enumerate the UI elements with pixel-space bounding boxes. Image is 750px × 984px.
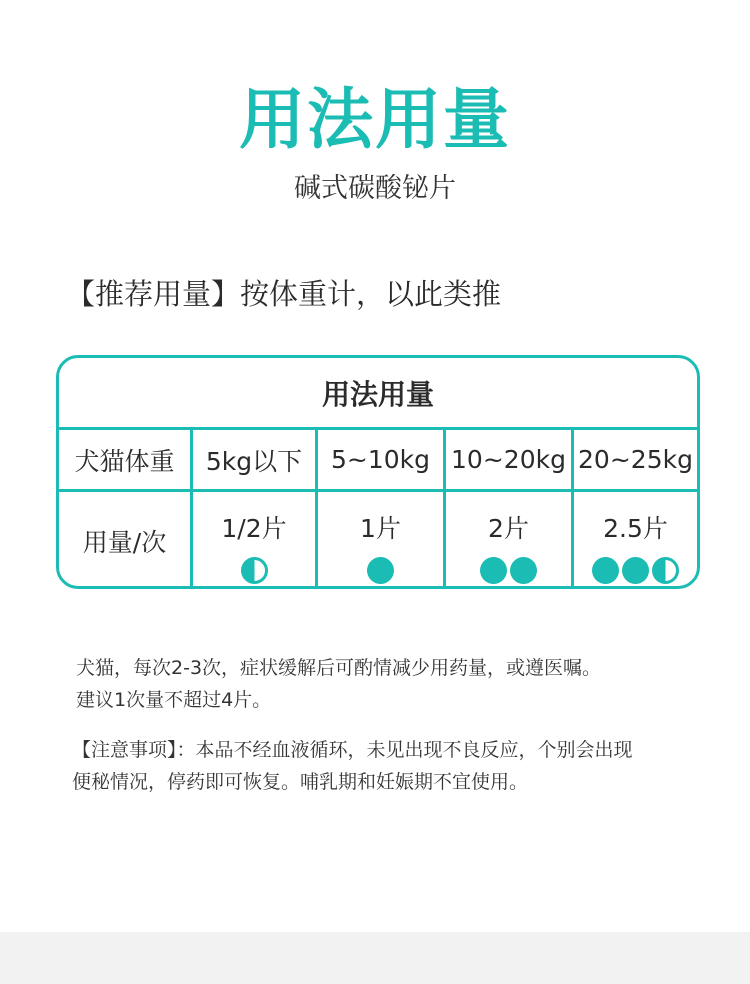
full-tablet-icon <box>510 557 537 584</box>
tablet-icons <box>367 557 394 584</box>
weight-label: 犬猫体重 <box>59 430 190 492</box>
dose-label: 用量/次 <box>82 527 167 557</box>
dosage-table-header: 用法用量 <box>59 358 697 430</box>
dosage-table <box>56 355 700 589</box>
weight-cell: 5kg以下 <box>193 430 315 492</box>
caution-line: 便秘情况，停药即可恢复。哺乳期和妊娠期不宜使用。 <box>72 771 529 793</box>
weight-cell: 20~25kg <box>574 430 697 492</box>
table-divider <box>571 430 574 586</box>
usage-note <box>76 652 696 716</box>
full-tablet-icon <box>367 557 394 584</box>
usage-note-line: 犬猫，每次2-3次，症状缓解后可酌情减少用药量，或遵医嘱。 <box>76 657 602 679</box>
full-tablet-icon <box>480 557 507 584</box>
dose-cell <box>574 495 697 586</box>
usage-note-line: 建议1次量不超过4片。 <box>76 689 272 711</box>
table-divider <box>443 430 446 586</box>
dose-text: 1片 <box>360 514 401 543</box>
dose-cell <box>193 495 315 586</box>
recommended-dosage-heading: 【推荐用量】按体重计，以此类推 <box>66 277 502 311</box>
caution-line: 【注意事项】：本品不经血液循环，未见出现不良反应，个别会出现 <box>72 739 633 761</box>
table-divider <box>315 430 318 586</box>
dose-text: 2.5片 <box>603 514 668 543</box>
dose-text: 1/2片 <box>221 514 287 543</box>
weight-cell: 10~20kg <box>446 430 571 492</box>
dose-cell <box>446 495 571 586</box>
tablet-icons <box>480 557 537 584</box>
full-tablet-icon <box>592 557 619 584</box>
half-tablet-icon <box>241 557 268 584</box>
full-tablet-icon <box>622 557 649 584</box>
page-title: 用法用量 <box>239 81 511 158</box>
weight-cell: 5~10kg <box>318 430 443 492</box>
tablet-icons <box>241 557 268 584</box>
dose-text: 2片 <box>488 514 529 543</box>
table-divider <box>190 430 193 586</box>
tablet-icons <box>592 557 679 584</box>
dose-cell <box>318 495 443 586</box>
half-tablet-icon <box>652 557 679 584</box>
caution-note <box>72 734 702 798</box>
product-name: 碱式碳酸铋片 <box>294 173 456 204</box>
footer-band <box>0 932 750 984</box>
